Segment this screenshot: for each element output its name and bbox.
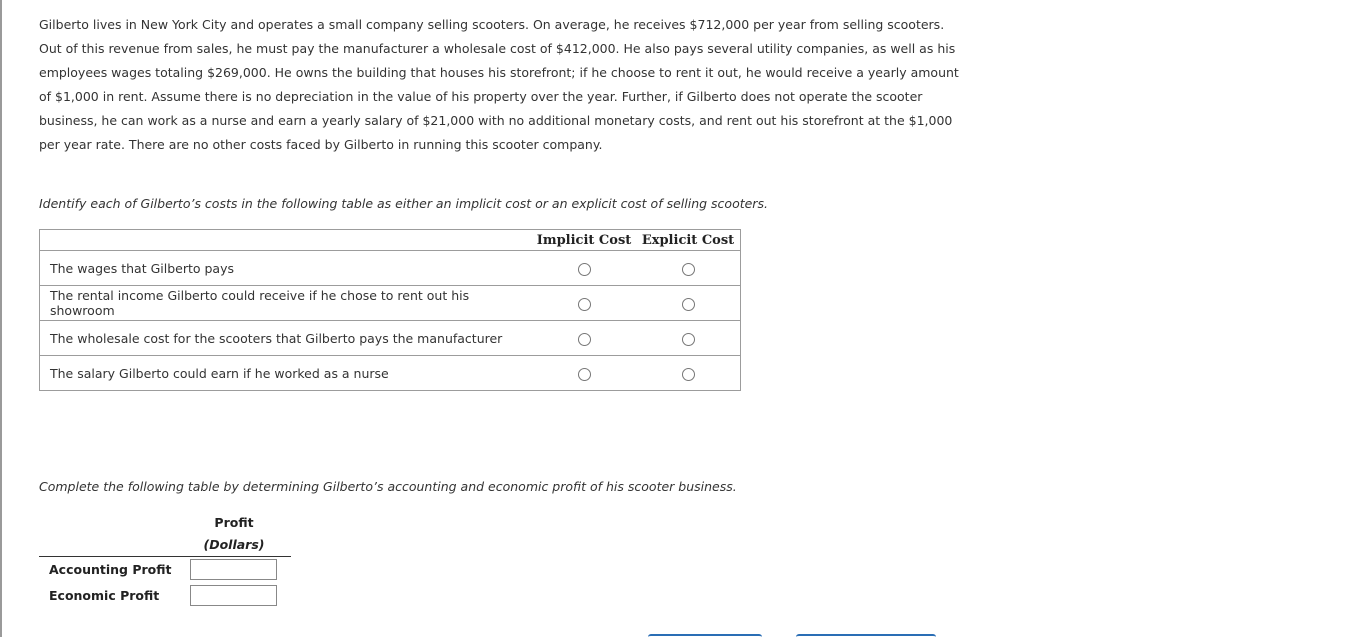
cost-table-header-row: [40, 230, 741, 251]
cost-classification-table: [39, 229, 741, 391]
profit-instruction: Complete the following table by determining Gilberto’s accounting and economic profit of his scooter business.: [39, 479, 737, 494]
explicit-cost-radio[interactable]: [682, 368, 695, 381]
accounting-profit-input[interactable]: [190, 559, 277, 580]
cost-table-header-blank: [40, 230, 533, 251]
implicit-cost-radio[interactable]: [578, 263, 591, 276]
implicit-cost-header: Implicit Cost: [536, 232, 632, 248]
economic-profit-input[interactable]: [190, 585, 277, 606]
profit-table-divider: [39, 556, 291, 557]
implicit-cost-radio[interactable]: [578, 368, 591, 381]
implicit-cost-radio[interactable]: [578, 298, 591, 311]
cost-item-label: The salary Gilberto could earn if he worked as a nurse: [50, 365, 389, 381]
cost-classification-instruction: Identify each of Gilberto’s costs in the following table as either an implicit cost or an explicit cost of selling scooters.: [39, 196, 768, 211]
cost-item-label: The rental income Gilberto could receive if he chose to rent out his showroom: [50, 288, 470, 318]
accounting-profit-label: Accounting Profit: [49, 562, 172, 577]
table-row: [40, 251, 741, 286]
problem-description: Gilberto lives in New York City and operates a small company selling scooters. On average, he receives $712,000 per year from selling scooters. Out of this revenue from sales, he must pay the manufacturer a wholesale cost of $412,000. He also pays several utility companies, as well as his employees wages totaling $269,000. He owns the building that houses his storefront; if he choose to rent it out, he would receive a yearly amount of $1,000 in rent. Assume there is no depreciation in the value of his property over the year. Further, if Gilberto does not operate the scooter business, he can work as a nurse and earn a yearly salary of $21,000 with no additional monetary costs, and rent out his storefront at the $1,000 per year rate. There are no other costs faced by Gilberto in running this scooter company.: [39, 17, 959, 152]
window-left-edge: [0, 0, 2, 637]
explicit-cost-radio[interactable]: [682, 298, 695, 311]
explicit-cost-radio[interactable]: [682, 263, 695, 276]
table-row: [40, 286, 741, 321]
explicit-cost-radio[interactable]: [682, 333, 695, 346]
table-row: [40, 356, 741, 391]
profit-column-header: Profit: [214, 515, 254, 530]
cost-item-label: The wholesale cost for the scooters that Gilberto pays the manufacturer: [50, 330, 503, 346]
implicit-cost-radio[interactable]: [578, 333, 591, 346]
explicit-cost-header: Explicit Cost: [641, 232, 735, 248]
economic-profit-label: Economic Profit: [49, 588, 160, 603]
profit-unit-header: (Dollars): [203, 537, 265, 552]
cost-item-label: The wages that Gilberto pays: [50, 260, 234, 276]
table-row: [40, 321, 741, 356]
